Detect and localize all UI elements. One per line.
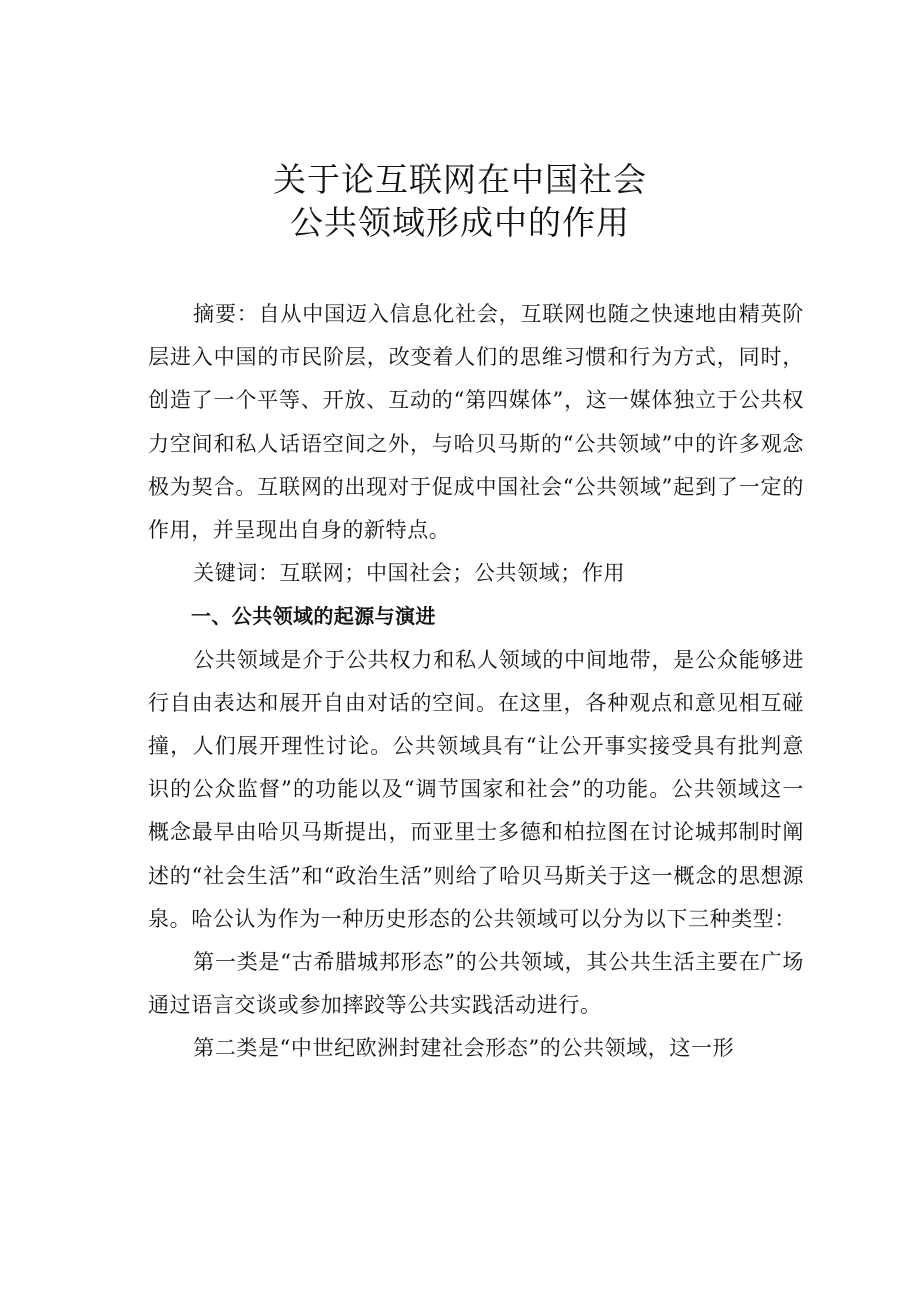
body-paragraph-1: 公共领域是介于公共权力和私人领域的中间地带，是公众能够进行自由表达和展开自由对话的空间。在这里，各种观点和意见相互碰撞，人们展开理性讨论。公共领域具有“让公开事实接受具有批判意识的公众监督”的功能以及“调节国家和社会”的功能。公共领域这一概念最早由哈贝马斯提出，而亚里士多德和柏拉图在讨论城邦制时阐述的“社会生活”和“政治生活”则给了哈贝马斯关于这一概念的思想源泉。哈公认为作为一种历史形态的公共领域可以分为以下三种类型： <box>148 647 804 931</box>
document-title-line-2: 公共领域形成中的作用 <box>290 203 630 242</box>
keywords-line: 关键词：互联网；中国社会；公共领域；作用 <box>193 561 626 586</box>
section-heading-1: 一、公共领域的起源与演进 <box>191 604 436 629</box>
document-title-line-1: 关于论互联网在中国社会 <box>273 160 647 199</box>
document-body <box>148 293 804 1071</box>
body-paragraph-3: 第二类是“中世纪欧洲封建社会形态”的公共领域，这一形 <box>193 1036 735 1061</box>
abstract-paragraph: 摘要：自从中国迈入信息化社会，互联网也随之快速地由精英阶层进入中国的市民阶层，改变着人们的思维习惯和行为方式，同时，创造了一个平等、开放、互动的“第四媒体”，这一媒体独立于公共权力空间和私人话语空间之外，与哈贝马斯的“公共领域”中的许多观念极为契合。互联网的出现对于促成中国社会“公共领域”起到了一定的作用，并呈现出自身的新特点。 <box>148 302 804 543</box>
body-paragraph-2: 第一类是“古希腊城邦形态”的公共领域，其公共生活主要在广场通过语言交谈或参加摔跤等公共实践活动进行。 <box>148 950 804 1018</box>
